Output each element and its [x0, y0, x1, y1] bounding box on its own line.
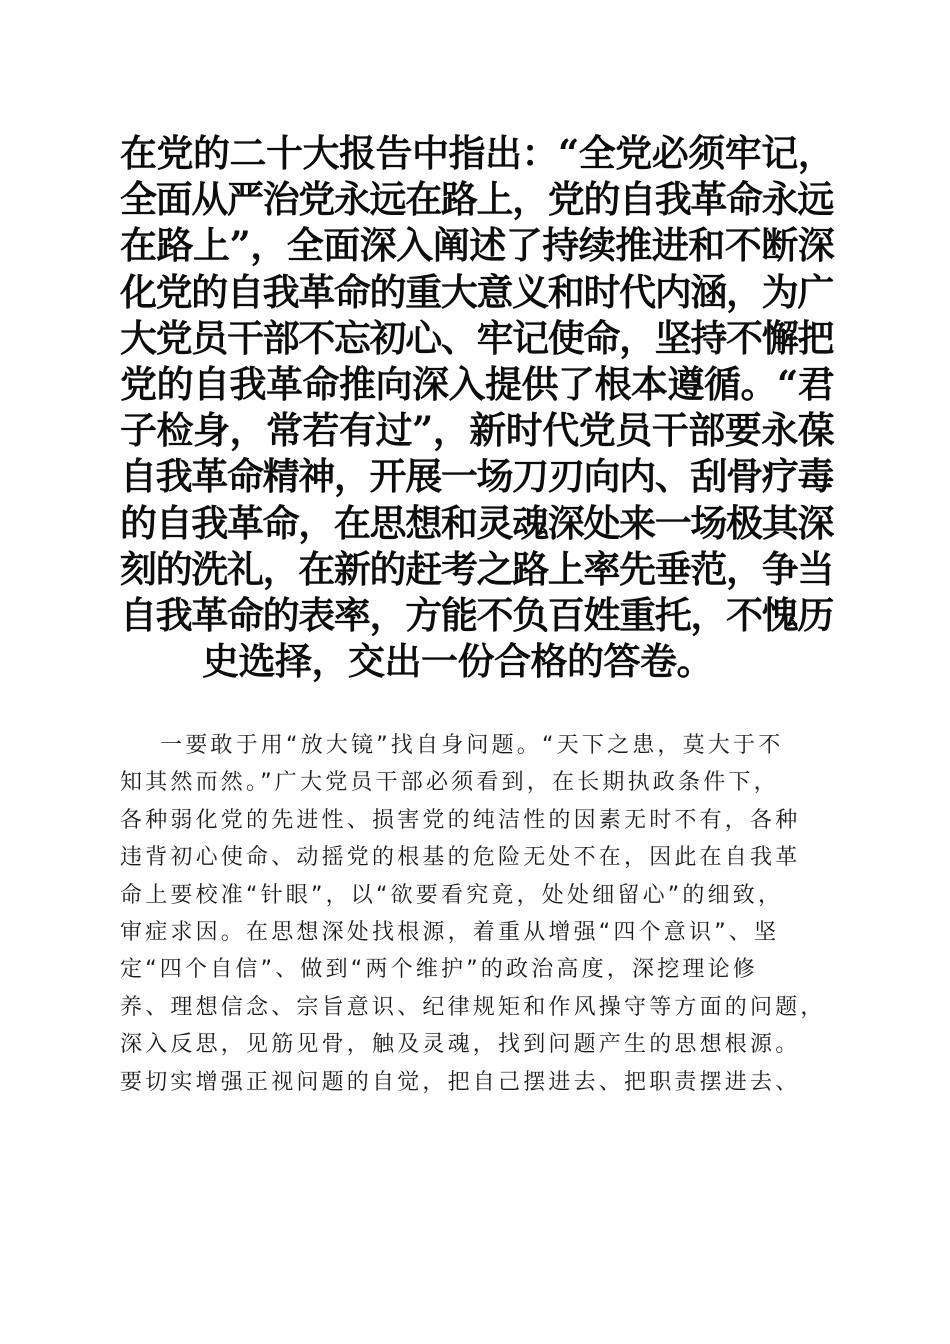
body-line: 审症求因。在思想深处找根源，着重从增强“四个意识”、坚 [120, 919, 780, 945]
lead-line: 刻的洗礼，在新的赶考之路上率先垂范，争当 [120, 546, 833, 591]
lead-line: 自我革命精神，开展一场刀刃向内、刮骨疗毒 [120, 454, 833, 499]
lead-line: 的自我革命，在思想和灵魂深处来一场极其深 [120, 500, 833, 545]
lead-line: 在党的二十大报告中指出：“全党必须牢记， [120, 131, 835, 175]
body-line: 各种弱化党的先进性、损害党的纯洁性的因素无时不有，各种 [120, 807, 801, 833]
lead-line: 全面从严治党永远在路上，党的自我革命永远 [120, 177, 833, 222]
lead-line: 自我革命的表率，方能不负百姓重托，不愧历 [120, 592, 833, 637]
body-line: 知其然而然。”广大党员干部必须看到，在长期执政条件下， [120, 770, 779, 796]
body-line: 命上要校准“针眼”，以“欲要看究竟，处处细留心”的细致， [120, 882, 784, 908]
body-line: 深入反思，见筋见骨，触及灵魂，找到问题产生的思想根源。 [120, 1032, 801, 1058]
lead-line: 子检身，常若有过”，新时代党员干部要永葆 [120, 408, 835, 453]
body-line: 一要敢于用“放大镜”找自身问题。“天下之患，莫大于不 [160, 733, 784, 758]
body-line: 违背初心使命、动摇党的根基的危险无处不在，因此在自我革 [120, 845, 801, 871]
lead-line: 化党的自我革命的重大意义和时代内涵，为广 [120, 269, 833, 314]
lead-line: 党的自我革命推向深入提供了根本遵循。“君 [120, 361, 835, 406]
body-line: 养、理想信念、宗旨意识、纪律规矩和作风操守等方面的问题， [120, 994, 826, 1020]
body-line: 要切实增强正视问题的自觉，把自己摆进去、把职责摆进去、 [120, 1069, 801, 1095]
lead-paragraph [120, 130, 835, 684]
lead-line-last: 史选择，交出一份合格的答卷。 [202, 639, 713, 684]
body-paragraph [120, 727, 840, 1101]
lead-line: 大党员干部不忘初心、牢记使命，坚持不懈把 [120, 315, 833, 360]
lead-line: 在路上”，全面深入阐述了持续推进和不断深 [120, 223, 835, 268]
body-line: 定“四个自信”、做到“两个维护”的政治高度，深挖理论修 [120, 957, 758, 983]
